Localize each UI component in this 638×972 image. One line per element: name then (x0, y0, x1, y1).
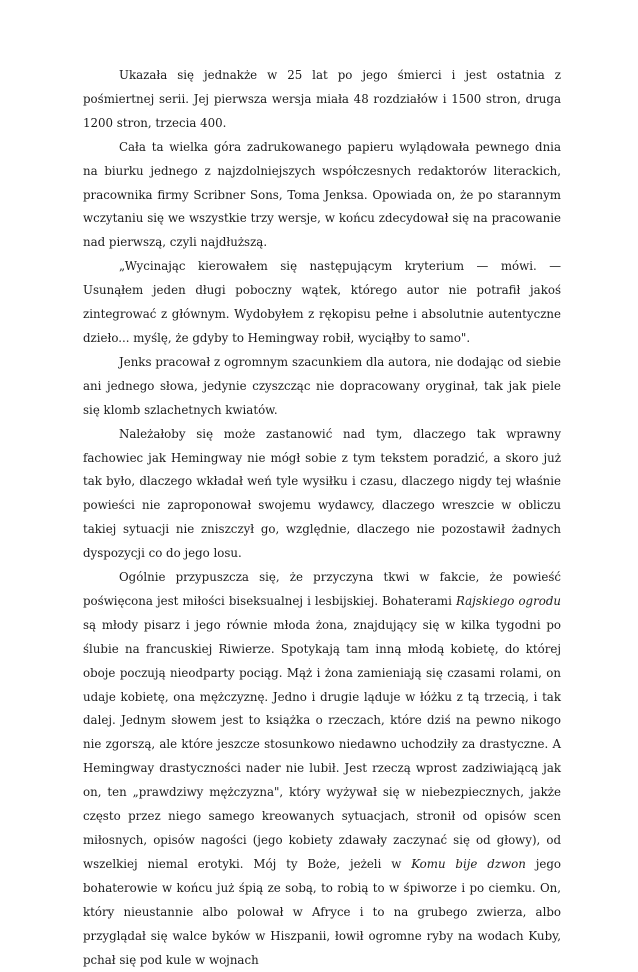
paragraph-4 (83, 351, 561, 423)
book-title-rajski-ogrod: Rajskiego ogrodu (455, 593, 561, 608)
paragraph-text: Ukazała się jednakże w 25 lat po jego śmierci i jest ostatnia z pośmiertnej serii. Jej pierwsza wersja miała 48 rozdziałów i 1500 stron, druga 1200 stron, trzecia 400. (83, 68, 561, 130)
paragraph-text: Ogólnie przypuszcza się, że przyczyna tkwi w fakcie, że powieść poświęcona jest miłości biseksualnej i lesbijskiej. Bohaterami (83, 570, 561, 608)
paragraph-text: Jenks pracował z ogromnym szacunkiem dla autora, nie dodając od siebie ani jednego słowa, jedynie czyszcząc nie dopracowany oryginał, tak jak piele się klomb szlachetnych kwiatów. (83, 354, 561, 417)
paragraph-3 (83, 255, 561, 351)
paragraph-text: Należałoby się może zastanowić nad tym, dlaczego tak wprawny fachowiec jak Hemingway nie mógł sobie z tym tekstem poradzić, a skoro już tak było, dlaczego wkładał weń tyle wysiłku i czasu, dlaczego nigdy tej właśnie powieści nie zaproponował swojemu wydawcy, dlaczego wreszcie w obliczu takiej sytuacji nie zniszczył go, względnie, dlaczego nie pozostawił żadnych dyspozycji co do jego losu. (83, 426, 561, 561)
paragraph-text: jego bohaterowie w końcu już śpią ze sobą, to robią to w śpiworze i po ciemku. On, który nieustannie albo polował w Afryce i to na grubego zwierza, albo przyglądał się walce byków w Hiszpanii, łowił ogromne ryby na wodach Kuby, pchał się pod kule w wojnach (83, 856, 561, 967)
paragraph-5 (83, 423, 561, 566)
paragraph-6 (83, 566, 561, 972)
paragraph-text: są młody pisarz i jego równie młoda żona, znajdujący się w kilka tygodni po ślubie na francuskiej Riwierze. Spotykają tam inną młodą kobietę, do której oboje poczują nieodparty pociąg. Mąż i żona zamieniają się czasami rolami, on udaje kobietę, ona mężczyznę. Jedno i drugie ląduje w łóżku z tą trzecią, i tak dalej. Jednym słowem jest to książka o rzeczach, które dziś na pewno nikogo nie zgorszą, ale które jeszcze stosunkowo niedawno uchodziły za drastyczne. A Hemingway drastyczności nader nie lubił. Jest rzeczą wprost zadziwiającą jak on, ten „prawdziwy mężczyzna", który wyżywał się w niebezpiecznych, jakże często przez niego samego kreowanych sytuacjach, stronił od opisów scen miłosnych, opisów nagości (jego kobiety zdawały zaczynać się od głowy), od wszelkiej niemal erotyki. Mój ty Boże, jeżeli w (83, 617, 561, 871)
paragraph-1 (83, 64, 561, 136)
document-page (83, 64, 561, 972)
paragraph-text: „Wycinając kierowałem się następującym kryterium — mówi. — Usunąłem jeden długi poboczny wątek, którego autor nie potrafił jakoś zintegrować z głównym. Wydobyłem z rękopisu pełne i absolutnie autentyczne dzieło... myślę, że gdyby to Hemingway robił, wyciąłby to samo". (83, 259, 561, 345)
book-title-komu-bije-dzwon: Komu bije dzwon (411, 856, 526, 871)
paragraph-text: Cała ta wielka góra zadrukowanego papieru wylądowała pewnego dnia na biurku jednego z najzdolniejszych współczesnych redaktorów literackich, pracownika firmy Scribner Sons, Toma Jenksa. Opowiada on, że po starannym wczytaniu się we wszystkie trzy wersje, w końcu zdecydował się na pracowanie nad pierwszą, czyli najdłuższą. (83, 139, 561, 250)
paragraph-2 (83, 136, 561, 256)
